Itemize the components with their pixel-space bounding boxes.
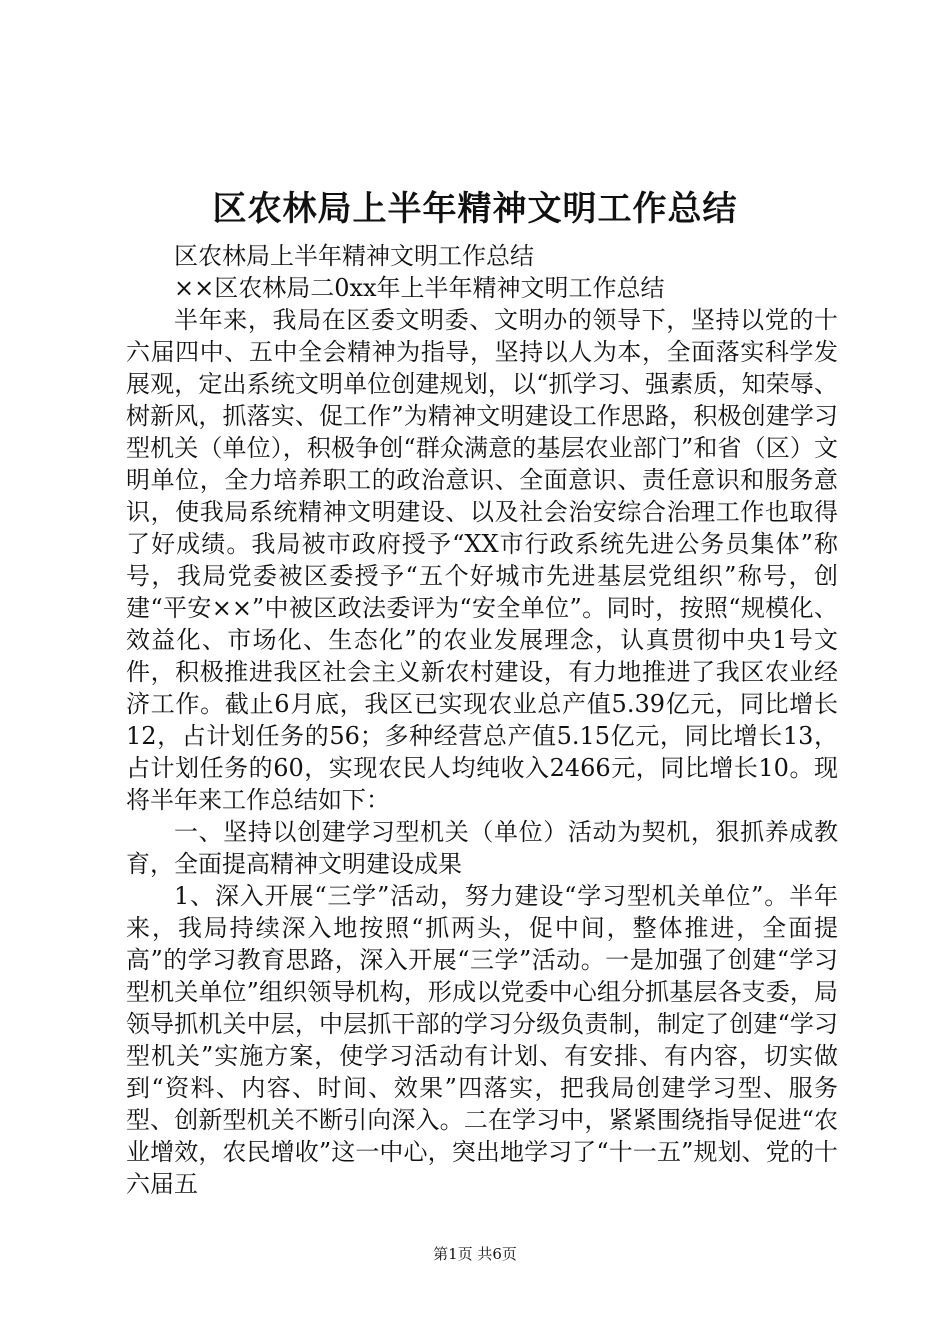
subtitle-paragraph: 区农林局上半年精神文明工作总结 <box>174 242 534 270</box>
intro-paragraph: 半年来，我局在区委文明委、文明办的领导下，坚持以党的十六届四中、五中全会精神为指导，坚持以人为本，全面落实科学发展观，定出系统文明单位创建规划，以“抓学习、强素质，知荣辱、树新风，抓落实、促工作”为精神文明建设工作思路，积极创建学习型机关（单位），积极争创“群众满意的基层农业部门”和省（区）文明单位，全力培养职工的政治意识、全面意识、责任意识和服务意识，使我局系统精神文明建设、以及社会治安综合治理工作也取得了好成绩。我局被市政府授予“XX市行政系统先进公务员集体”称号，我局党委被区委授予“五个好城市先进基层党组织”称号，创建“平安××”中被区政法委评为“安全单位”。同时，按照“规模化、效益化、市场化、生态化”的农业发展理念，认真贯彻中央1号文件，积极推进我区社会主义新农村建设，有力地推进了我区农业经济工作。截止6月底，我区已实现农业总产值5.39亿元，同比增长12，占计划任务的56；多种经营总产值5.15亿元，同比增长13，占计划任务的60，实现农民人均纯收入2466元，同比增长10。现将半年来工作总结如下： <box>126 306 838 814</box>
section-1-paragraph: 1、深入开展“三学”活动，努力建设“学习型机关单位”。半年来，我局持续深入地按照“抓两头，促中间，整体推进，全面提高”的学习教育思路，深入开展“三学”活动。一是加强了创建“学习型机关单位”组织领导机构，形成以党委中心组分抓基层各支委，局领导抓机关中层，中层抓干部的学习分级负责制，制定了创建“学习型机关”实施方案，使学习活动有计划、有安排、有内容，切实做到“资料、内容、时间、效果”四落实，把我局创建学习型、服务型、创新型机关不断引向深入。二在学习中，紧紧围绕指导促进“农业增效，农民增收”这一中心，突出地学习了“十一五”规划、党的十六届五 <box>126 882 838 1198</box>
document-body <box>126 240 838 1200</box>
report-heading-paragraph: ××区农林局二0xx年上半年精神文明工作总结 <box>174 274 665 302</box>
section-heading-paragraph: 一、坚持以创建学习型机关（单位）活动为契机，狠抓养成教育，全面提高精神文明建设成果 <box>126 818 838 878</box>
document-title: 区农林局上半年精神文明工作总结 <box>212 189 738 229</box>
page-number-footer: 第1页 共6页 <box>433 1245 517 1263</box>
